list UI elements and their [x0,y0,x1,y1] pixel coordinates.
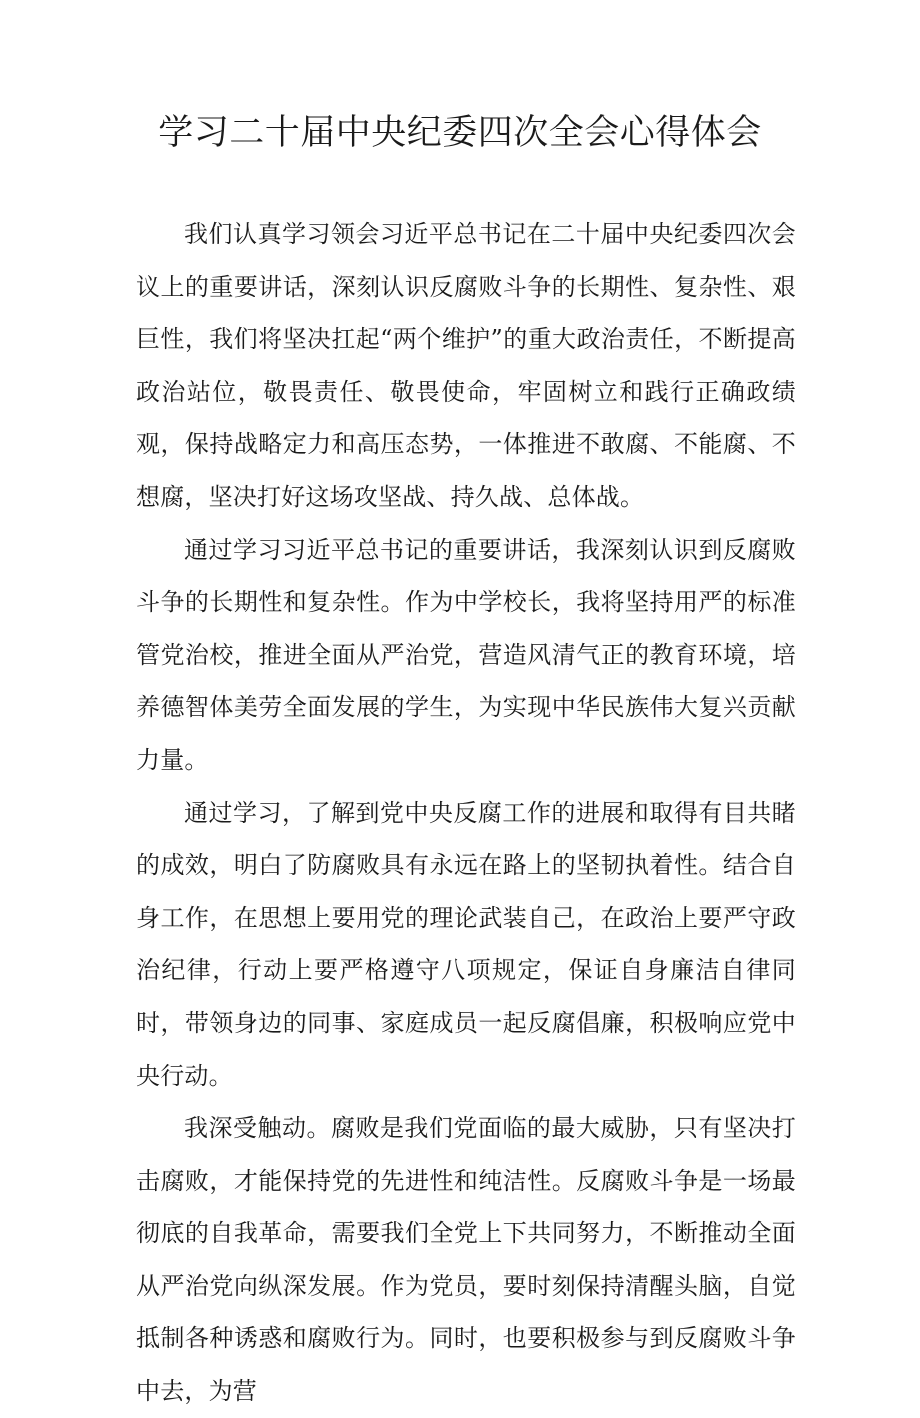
document-body [136,208,796,1418]
paragraph-2: 通过学习习近平总书记的重要讲话，我深刻认识到反腐败斗争的长期性和复杂性。作为中学校长，我将坚持用严的标准管党治校，推进全面从严治党，营造风清气正的教育环境，培养德智体美劳全面发展的学生，为实现中华民族伟大复兴贡献力量。 [136,535,796,774]
paragraph-4: 我深受触动。腐败是我们党面临的最大威胁，只有坚决打击腐败，才能保持党的先进性和纯洁性。反腐败斗争是一场最彻底的自我革命，需要我们全党上下共同努力，不断推动全面从严治党向纵深发展。作为党员，要时刻保持清醒头脑，自觉抵制各种诱惑和腐败行为。同时，也要积极参与到反腐败斗争中去，为营 [136,1114,796,1406]
paragraph-1: 我们认真学习领会习近平总书记在二十届中央纪委四次会议上的重要讲话，深刻认识反腐败斗争的长期性、复杂性、艰巨性，我们将坚决扛起“两个维护”的重大政治责任，不断提高政治站位，敬畏责任、敬畏使命，牢固树立和践行正确政绩观，保持战略定力和高压态势，一体推进不敢腐、不能腐、不想腐，坚决打好这场攻坚战、持久战、总体战。 [136,220,796,511]
paragraph-3: 通过学习，了解到党中央反腐工作的进展和取得有目共睹的成效，明白了防腐败具有永远在路上的坚韧执着性。结合自身工作，在思想上要用党的理论武装自己，在政治上要严守政治纪律，行动上要严格遵守八项规定，保证自身廉洁自律同时，带领身边的同事、家庭成员一起反腐倡廉，积极响应党中央行动。 [136,798,796,1090]
document-title: 学习二十届中央纪委四次全会心得体会 [158,113,762,153]
